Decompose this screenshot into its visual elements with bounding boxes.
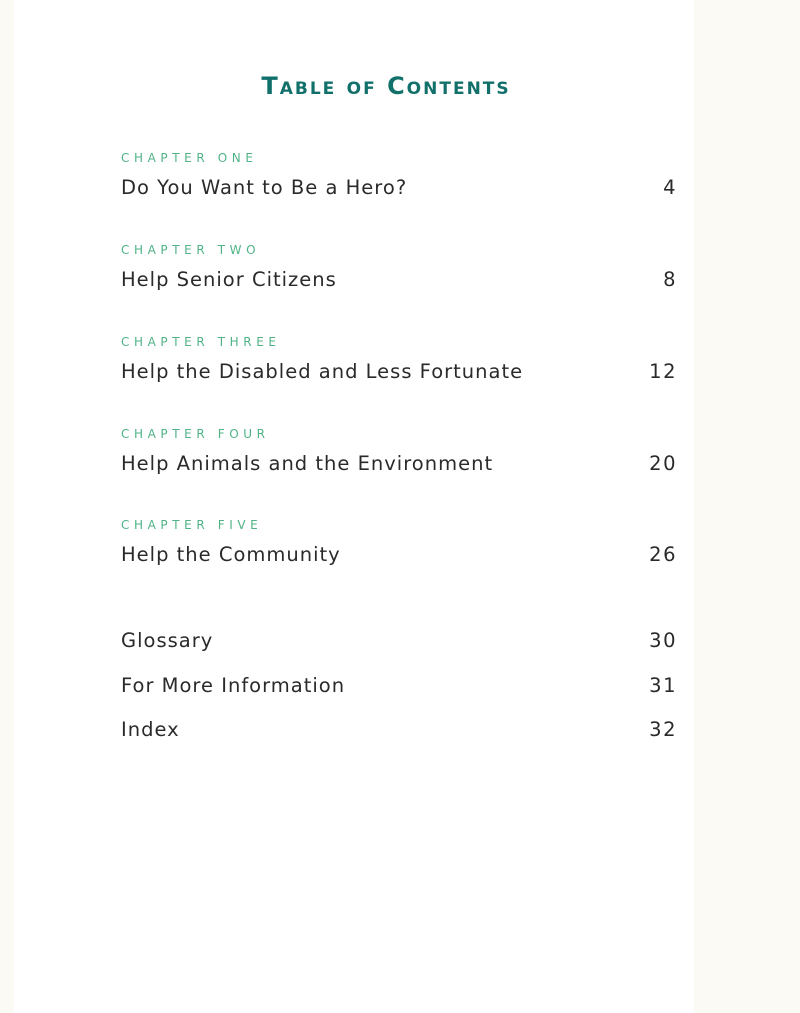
page-number: 30 bbox=[649, 629, 677, 652]
page-number: 12 bbox=[649, 360, 677, 383]
toc-glossary[interactable] bbox=[121, 629, 677, 653]
chapter-label: CHAPTER ONE bbox=[121, 151, 258, 165]
page-number: 20 bbox=[649, 452, 677, 475]
toc-index[interactable] bbox=[121, 718, 677, 742]
toc-chapter-four[interactable] bbox=[121, 427, 677, 476]
toc-chapter-five[interactable] bbox=[121, 518, 677, 567]
chapter-line bbox=[121, 176, 677, 200]
chapter-label: CHAPTER FIVE bbox=[121, 518, 263, 532]
chapter-title: Help the Disabled and Less Fortunate bbox=[121, 360, 524, 383]
toc-for-more-information[interactable] bbox=[121, 674, 677, 698]
toc-chapter-two[interactable] bbox=[121, 243, 677, 292]
back-matter-title: For More Information bbox=[121, 674, 346, 697]
chapter-label: CHAPTER THREE bbox=[121, 335, 281, 349]
back-matter-title: Glossary bbox=[121, 629, 214, 652]
chapter-line bbox=[121, 543, 677, 567]
page-number: 4 bbox=[663, 176, 677, 199]
page-number: 8 bbox=[663, 268, 677, 291]
chapter-label: CHAPTER FOUR bbox=[121, 427, 270, 441]
chapter-line bbox=[121, 268, 677, 292]
chapter-title: Do You Want to Be a Hero? bbox=[121, 176, 408, 199]
chapter-line bbox=[121, 452, 677, 476]
chapter-title: Help Senior Citizens bbox=[121, 268, 337, 291]
page-number: 31 bbox=[649, 674, 677, 697]
chapter-line bbox=[121, 360, 677, 384]
page-title: Table of Contents bbox=[261, 72, 511, 100]
toc-chapter-one[interactable] bbox=[121, 151, 677, 200]
page-number: 32 bbox=[649, 718, 677, 741]
back-matter-title: Index bbox=[121, 718, 180, 741]
chapter-title: Help the Community bbox=[121, 543, 341, 566]
chapter-title: Help Animals and the Environment bbox=[121, 452, 494, 475]
chapter-label: CHAPTER TWO bbox=[121, 243, 261, 257]
page-number: 26 bbox=[649, 543, 677, 566]
toc-chapter-three[interactable] bbox=[121, 335, 677, 384]
